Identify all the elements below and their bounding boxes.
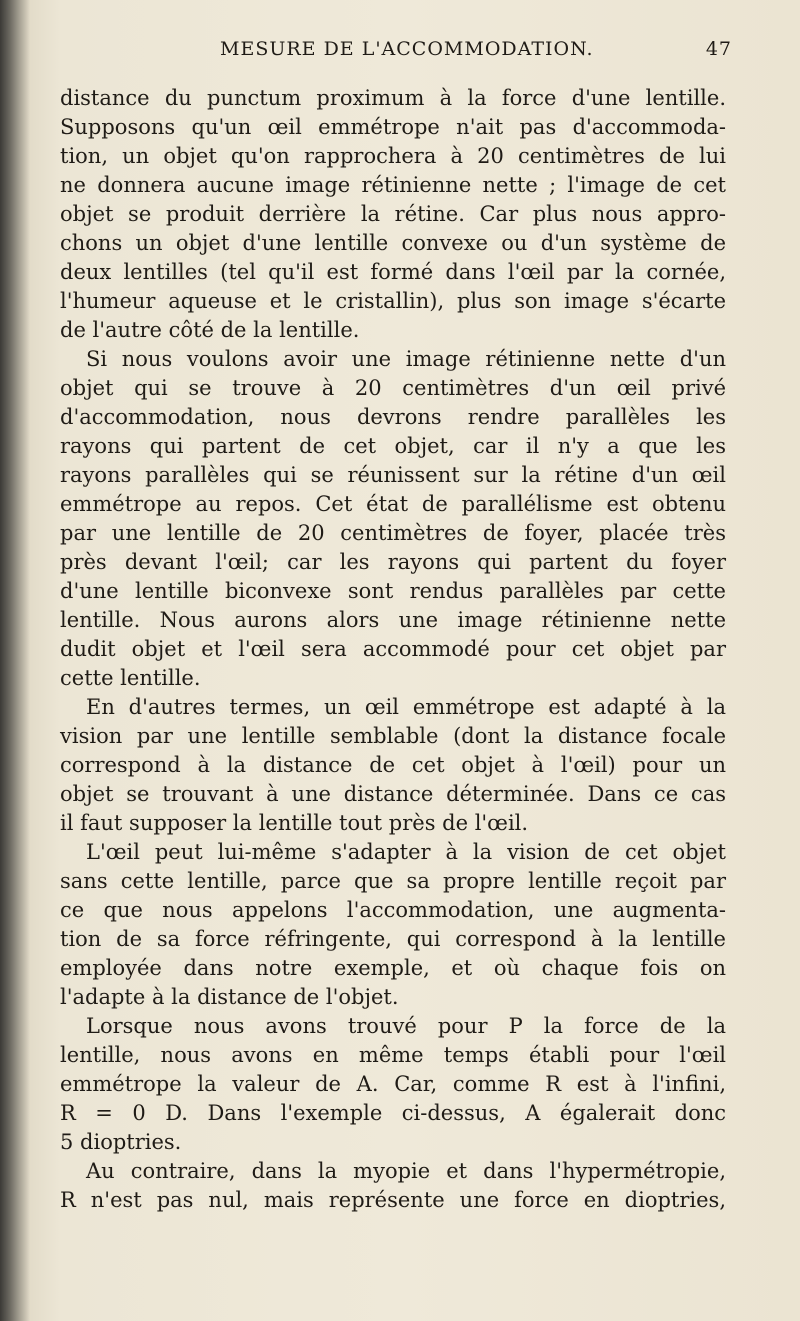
text-line: près devant l'œil; car les rayons qui partent du foyer	[60, 550, 726, 574]
text-line: rayons qui partent de cet objet, car il n'y a que les	[60, 434, 726, 458]
text-line: objet se produit derrière la rétine. Car plus nous appro-	[60, 202, 726, 226]
text-line: tion de sa force réfringente, qui correspond à la lentille	[60, 927, 726, 951]
paragraph-last-line: il faut supposer la lentille tout près de l'œil.	[60, 811, 529, 835]
running-title: MESURE DE L'ACCOMMODATION.	[220, 38, 594, 60]
paragraph-first-line: Lorsque nous avons trouvé pour P la force de la	[86, 1014, 726, 1038]
text-line: d'accommodation, nous devrons rendre parallèles les	[60, 405, 726, 429]
paragraph-first-line: Au contraire, dans la myopie et dans l'hypermétropie,	[86, 1159, 726, 1183]
text-line: sans cette lentille, parce que sa propre lentille reçoit par	[60, 869, 726, 893]
paragraph-last-line: cette lentille.	[60, 666, 201, 690]
text-line: Supposons qu'un œil emmétrope n'ait pas d'accommoda-	[60, 115, 726, 139]
text-line: dudit objet et l'œil sera accommodé pour cet objet par	[60, 637, 726, 661]
text-line: objet se trouvant à une distance déterminée. Dans ce cas	[60, 782, 726, 806]
text-line: lentille, nous avons en même temps établi pour l'œil	[60, 1043, 726, 1067]
paragraph-first-line: En d'autres termes, un œil emmétrope est adapté à la	[86, 695, 726, 719]
text-line: ne donnera aucune image rétinienne nette ; l'image de cet	[60, 173, 726, 197]
text-line: R n'est pas nul, mais représente une force en dioptries,	[60, 1188, 726, 1212]
text-line: correspond à la distance de cet objet à l'œil) pour un	[60, 753, 726, 777]
text-line: d'une lentille biconvexe sont rendus parallèles par cette	[60, 579, 726, 603]
body-text	[60, 84, 726, 1215]
text-line: objet qui se trouve à 20 centimètres d'un œil privé	[60, 376, 726, 400]
paragraph-last-line: l'adapte à la distance de l'objet.	[60, 985, 399, 1009]
text-line: distance du punctum proximum à la force d'une lentille.	[60, 86, 726, 110]
text-line: par une lentille de 20 centimètres de foyer, placée très	[60, 521, 726, 545]
text-line: emmétrope au repos. Cet état de parallélisme est obtenu	[60, 492, 726, 516]
text-line: lentille. Nous aurons alors une image rétinienne nette	[60, 608, 726, 632]
paragraph-last-line: de l'autre côté de la lentille.	[60, 318, 360, 342]
text-line: ce que nous appelons l'accommodation, une augmenta-	[60, 898, 726, 922]
text-line: rayons parallèles qui se réunissent sur la rétine d'un œil	[60, 463, 726, 487]
text-line: deux lentilles (tel qu'il est formé dans l'œil par la cornée,	[60, 260, 726, 284]
text-line: emmétrope la valeur de A. Car, comme R est à l'infini,	[60, 1072, 726, 1096]
text-line: vision par une lentille semblable (dont la distance focale	[60, 724, 726, 748]
paragraph-first-line: Si nous voulons avoir une image rétinienne nette d'un	[86, 347, 726, 371]
page-header	[150, 38, 732, 68]
page-number: 47	[705, 38, 732, 60]
text-line: tion, un objet qu'on rapprochera à 20 centimètres de lui	[60, 144, 726, 168]
text-line: R = 0 D. Dans l'exemple ci-dessus, A égalerait donc	[60, 1101, 726, 1125]
text-line: employée dans notre exemple, et où chaque fois on	[60, 956, 726, 980]
paragraph-last-line: 5 dioptries.	[60, 1130, 182, 1154]
book-binding-edge	[0, 0, 30, 1321]
paragraph-first-line: L'œil peut lui-même s'adapter à la vision de cet objet	[86, 840, 726, 864]
text-line: l'humeur aqueuse et le cristallin), plus son image s'écarte	[60, 289, 726, 313]
text-line: chons un objet d'une lentille convexe ou d'un système de	[60, 231, 726, 255]
